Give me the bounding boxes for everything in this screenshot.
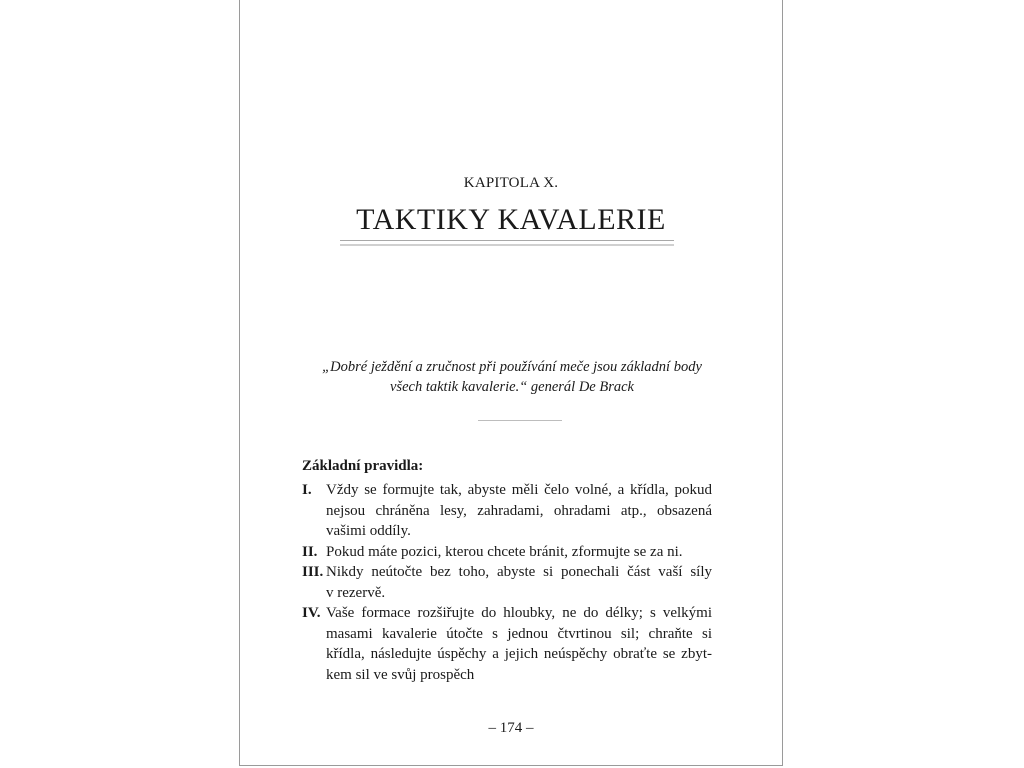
rule-number: IV. bbox=[302, 605, 321, 621]
rules-heading: Základní pravidla: bbox=[302, 458, 424, 474]
page-number: – 174 – bbox=[488, 720, 534, 736]
rule-text-line: nejsou chráněna lesy, zahradami, ohradami atp., obsazená bbox=[326, 502, 712, 519]
rule-item bbox=[302, 542, 712, 563]
chapter-title: TAKTIKY KAVALERIE bbox=[356, 203, 666, 236]
rule-text-line: Pokud máte pozici, kterou chcete bránit, zformujte se za ni. bbox=[326, 543, 683, 560]
rule-text bbox=[326, 603, 712, 685]
rule-number: I. bbox=[302, 482, 312, 498]
rule-text bbox=[326, 542, 712, 563]
rule-item bbox=[302, 562, 712, 603]
chapter-label: KAPITOLA X. bbox=[463, 175, 559, 191]
epigraph-line: všech taktik kavalerie.“ generál De Brack bbox=[390, 379, 634, 395]
epigraph-divider bbox=[478, 420, 562, 421]
rule-item bbox=[302, 480, 712, 542]
rule-text-line: křídla, následujte úspěchy a jejich neúspěchy obraťte se zbyt- bbox=[326, 646, 712, 662]
epigraph-line: „Dobré ježdění a zručnost při používání meče jsou základní body bbox=[322, 359, 702, 375]
rule-text-line: kem sil ve svůj prospěch bbox=[326, 666, 475, 683]
title-underline-shadow bbox=[340, 244, 674, 246]
rule-text-line: Vaše formace rozšiřujte do hloubky, ne do délky; s velkými bbox=[326, 605, 712, 621]
rule-number: III. bbox=[302, 564, 324, 580]
rules-list bbox=[302, 480, 712, 685]
rule-text-line: masami kavalerie útočte s jednou čtvrtinou sil; chraňte si bbox=[326, 625, 712, 642]
rule-text-line: v rezervě. bbox=[326, 584, 386, 601]
rule-text-line: vašimi oddíly. bbox=[326, 523, 411, 539]
rule-text bbox=[326, 480, 712, 542]
rule-number: II. bbox=[302, 543, 318, 560]
rule-text-line: Vždy se formujte tak, abyste měli čelo volné, a křídla, pokud bbox=[326, 482, 712, 498]
rule-text bbox=[326, 562, 712, 603]
book-page bbox=[239, 0, 783, 766]
rule-text-line: Nikdy neútočte bez toho, abyste si ponechali část vaší síly bbox=[326, 564, 712, 580]
rule-item bbox=[302, 603, 712, 685]
epigraph-quote bbox=[280, 357, 744, 397]
title-underline bbox=[340, 240, 674, 241]
